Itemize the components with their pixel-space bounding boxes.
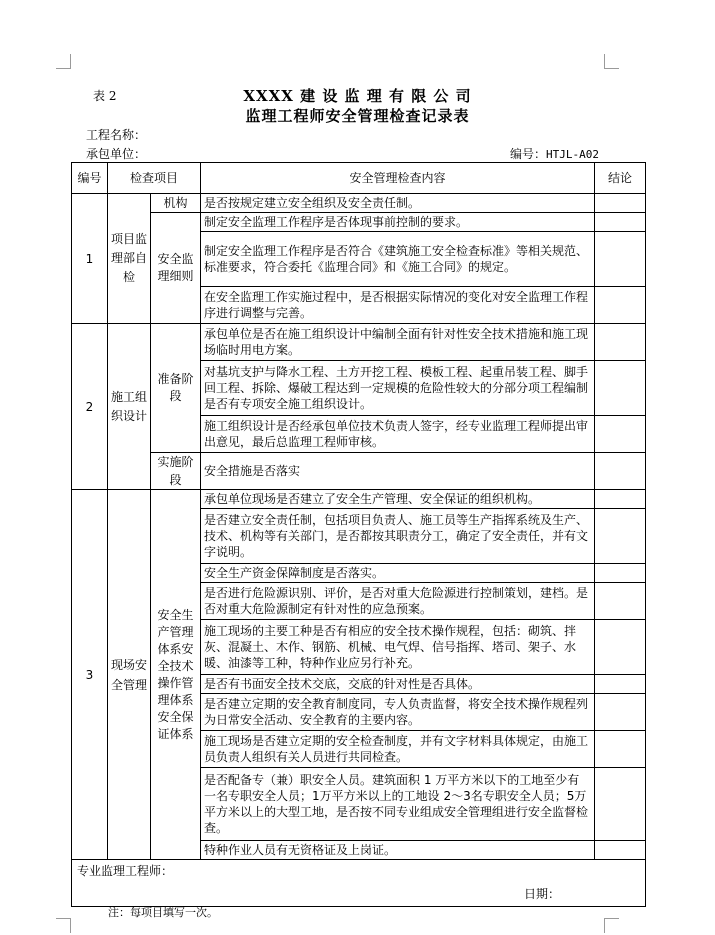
check-content: 是否按规定建立安全组织及安全责任制。 bbox=[201, 194, 595, 213]
conclusion-cell[interactable] bbox=[595, 287, 646, 324]
check-content: 制定安全监理工作程序是否符合《建筑施工安全检查标准》等相关规范、标准要求，符合委托《监理合同》和《施工合同》的规定。 bbox=[201, 232, 595, 287]
serial-code: HTJL-A02 bbox=[546, 148, 599, 161]
conclusion-cell[interactable] bbox=[595, 509, 646, 564]
contractor-label: 承包单位： bbox=[86, 147, 147, 161]
conclusion-cell[interactable] bbox=[595, 768, 646, 841]
project-name-label: 工程名称： bbox=[86, 128, 147, 142]
check-content: 是否有书面安全技术交底，交底的针对性是否具体。 bbox=[201, 675, 595, 694]
conclusion-cell[interactable] bbox=[595, 194, 646, 213]
crop-mark-bottom-left bbox=[56, 918, 71, 933]
sub-item: 机构 bbox=[151, 194, 201, 213]
crop-mark-top-left bbox=[56, 54, 71, 69]
check-content: 安全措施是否落实 bbox=[201, 453, 595, 490]
conclusion-cell[interactable] bbox=[595, 361, 646, 416]
header-content: 安全管理检查内容 bbox=[201, 163, 595, 194]
check-content: 制定安全监理工作程序是否体现事前控制的要求。 bbox=[201, 213, 595, 232]
conclusion-cell[interactable] bbox=[595, 490, 646, 509]
sub-item: 实施阶段 bbox=[151, 453, 201, 490]
check-content: 在安全监理工作实施过程中，是否根据实际情况的变化对安全监理工作程序进行调整与完善。 bbox=[201, 287, 595, 324]
check-content: 是否建立安全责任制，包括项目负责人、施工员等生产指挥系统及生产、技术、机构等有关部门，是否都按其职责分工，确定了安全责任，并有文字说明。 bbox=[201, 509, 595, 564]
engineer-label: 专业监理工程师： bbox=[77, 864, 174, 878]
check-content: 是否配备专（兼）职安全人员。建筑面积 1 万平方米以下的工地至少有一名专职安全人员；1万平方米以上的工地设 2～3名专职安全人员；5万平方米以上的大型工地，是否按不同专业组成安全管理组进行安全监督检查。 bbox=[201, 768, 595, 841]
conclusion-cell[interactable] bbox=[595, 324, 646, 361]
conclusion-cell[interactable] bbox=[595, 453, 646, 490]
table-header-row bbox=[72, 163, 646, 194]
group-number: 3 bbox=[72, 490, 108, 860]
table-row bbox=[72, 194, 646, 213]
company-title: XXXX 建 设 监 理 有 限 公 司 bbox=[243, 87, 472, 105]
signature-row bbox=[72, 860, 646, 907]
check-content: 是否进行危险源识别、评价，是否对重大危险源进行控制策划，建档。是否对重大危险源制定有针对性的应急预案。 bbox=[201, 583, 595, 620]
serial-label: 编号： bbox=[510, 147, 547, 161]
crop-mark-bottom-right bbox=[604, 918, 619, 933]
sub-item: 安全监理细则 bbox=[151, 213, 201, 324]
conclusion-cell[interactable] bbox=[595, 416, 646, 453]
document-title: 监理工程师安全管理检查记录表 bbox=[245, 107, 470, 125]
table-row bbox=[72, 490, 646, 509]
check-content: 承包单位现场是否建立了安全生产管理、安全保证的组织机构。 bbox=[201, 490, 595, 509]
header-item: 检查项目 bbox=[108, 163, 201, 194]
conclusion-cell[interactable] bbox=[595, 564, 646, 583]
date-label: 日期： bbox=[524, 887, 561, 901]
check-item: 现场安全管理 bbox=[108, 490, 151, 860]
check-content: 承包单位是否在施工组织设计中编制全面有针对性安全技术措施和施工现场临时用电方案。 bbox=[201, 324, 595, 361]
check-content: 施工现场是否建立定期的安全检查制度，并有文字材料具体规定，由施工员负责人组织有关人员进行共同检查。 bbox=[201, 731, 595, 768]
conclusion-cell[interactable] bbox=[595, 620, 646, 675]
conclusion-cell[interactable] bbox=[595, 675, 646, 694]
footnote: 注：每项目填写一次。 bbox=[108, 906, 218, 919]
header-no: 编号 bbox=[72, 163, 108, 194]
check-content: 特种作业人员有无资格证及上岗证。 bbox=[201, 841, 595, 860]
conclusion-cell[interactable] bbox=[595, 583, 646, 620]
crop-mark-top-right bbox=[604, 54, 619, 69]
group-number: 1 bbox=[72, 194, 108, 324]
check-content: 施工现场的主要工种是否有相应的安全技术操作规程，包括：砌筑、拌灰、混凝土、木作、钢筋、机械、电气焊、信号指挥、塔司、架子、水暖、油漆等工种，特种作业应另行补充。 bbox=[201, 620, 595, 675]
conclusion-cell[interactable] bbox=[595, 731, 646, 768]
sub-item: 准备阶段 bbox=[151, 324, 201, 453]
conclusion-cell[interactable] bbox=[595, 232, 646, 287]
check-content: 施工组织设计是否经承包单位技术负责人签字，经专业监理工程师提出审出意见，最后总监理工程师审核。 bbox=[201, 416, 595, 453]
table-row bbox=[72, 324, 646, 361]
conclusion-cell[interactable] bbox=[595, 213, 646, 232]
serial-number bbox=[510, 145, 599, 162]
check-content: 对基坑支护与降水工程、土方开挖工程、模板工程、起重吊装工程、脚手回工程、拆除、爆破工程达到一定规模的危险性较大的分部分项工程编制是否有专项安全施工组织设计。 bbox=[201, 361, 595, 416]
table-row bbox=[72, 213, 646, 232]
form-label: 表 2 bbox=[93, 89, 117, 103]
group-number: 2 bbox=[72, 324, 108, 490]
conclusion-cell[interactable] bbox=[595, 694, 646, 731]
sub-item: 安全生产管理体系安全技术操作管理体系安全保证体系 bbox=[151, 490, 201, 860]
check-content: 安全生产资金保障制度是否落实。 bbox=[201, 564, 595, 583]
check-item: 施工组织设计 bbox=[108, 324, 151, 490]
inspection-table bbox=[71, 162, 646, 907]
check-item: 项目监理部自检 bbox=[108, 194, 151, 324]
table-row bbox=[72, 453, 646, 490]
check-content: 是否建立定期的安全教育制度同，专人负责监督，将安全技术操作规程列为日常安全活动、安全教育的主要内容。 bbox=[201, 694, 595, 731]
conclusion-cell[interactable] bbox=[595, 841, 646, 860]
header-conclusion: 结论 bbox=[595, 163, 646, 194]
